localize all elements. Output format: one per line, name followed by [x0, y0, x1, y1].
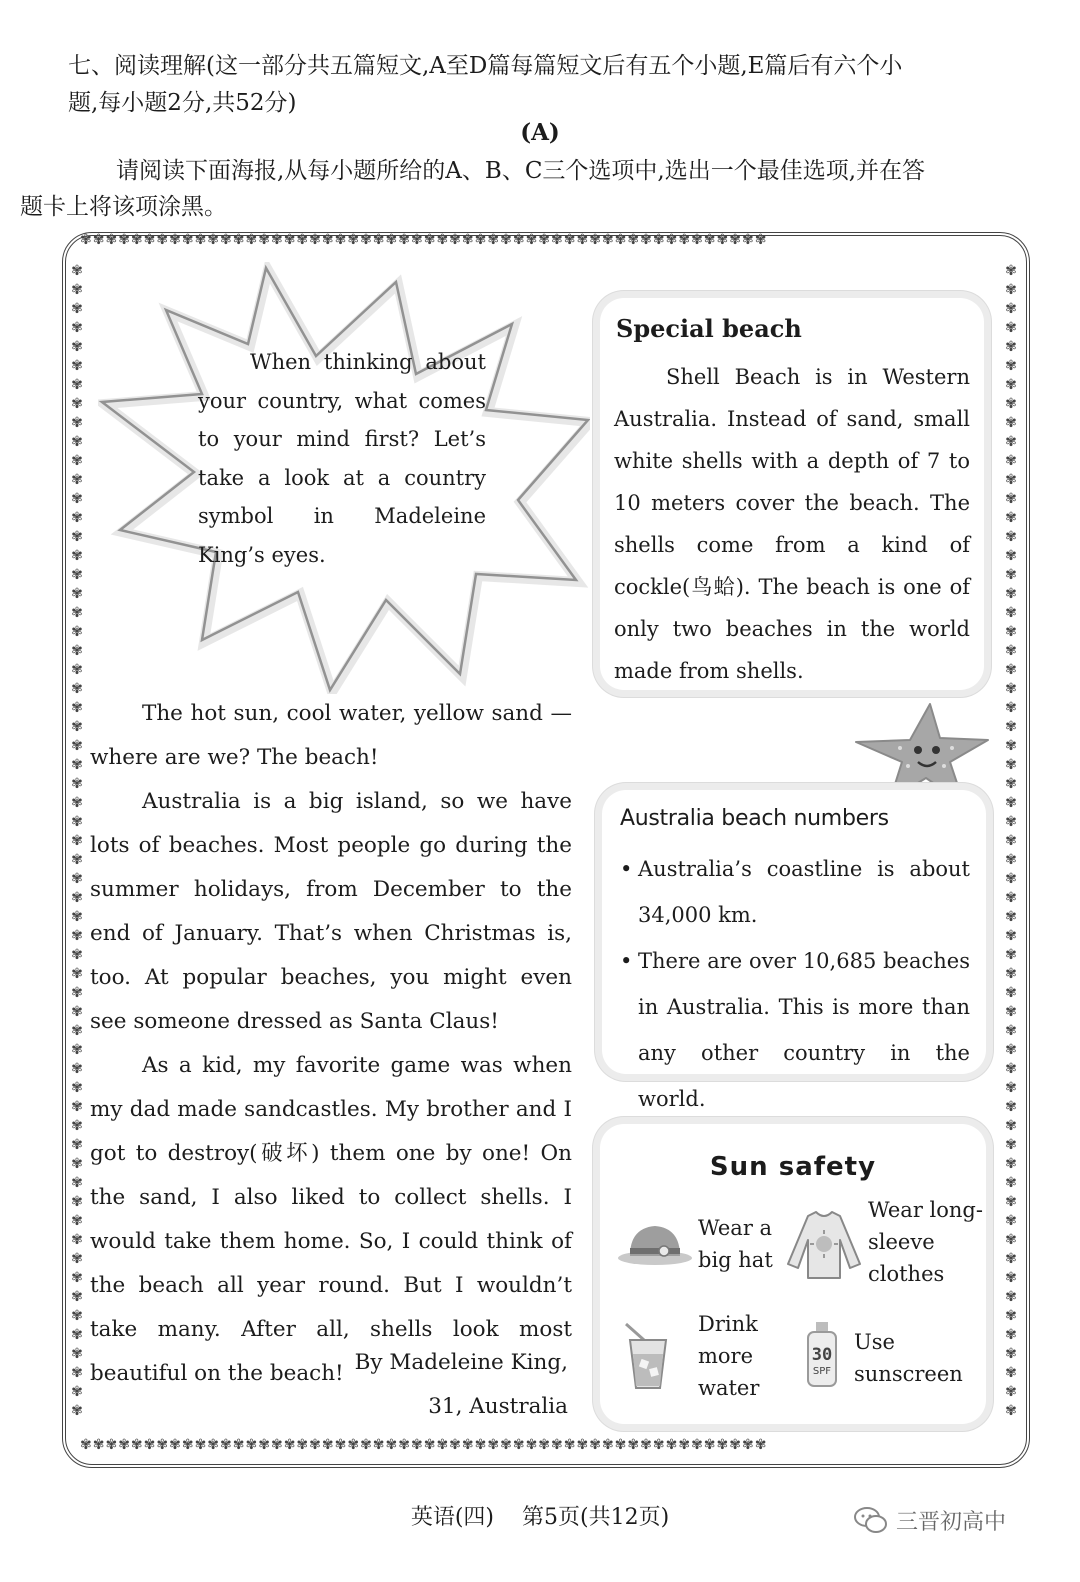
instruction-line-2: 题卡上将该项涂黑。 — [20, 194, 227, 220]
list-item-text: There are over 10,685 beaches in Australia. This is more than any other country in the world. — [638, 949, 970, 1111]
list-item — [620, 846, 970, 938]
star-bubble-paragraph: When thinking about your country, what comes to your mind first? Let’s take a look at a country symbol in Madeleine King’s eyes. — [198, 350, 486, 567]
signature-info: 31, Australia — [428, 1394, 568, 1419]
list-item — [620, 938, 970, 1122]
article — [90, 692, 572, 1396]
star-bubble-text — [198, 343, 486, 574]
tip-sunscreen-text: Use sunscreen — [854, 1330, 963, 1386]
bullet-icon: • — [620, 949, 633, 973]
instruction-line-1: 请阅读下面海报,从每小题所给的A、B、C三个选项中,选出一个最佳选项,并在答 — [116, 158, 926, 184]
beach-numbers-card — [602, 790, 986, 1111]
tip-sleeve-text: Wear long-sleeve clothes — [868, 1198, 983, 1286]
wechat-icon — [854, 1506, 888, 1534]
article-paragraph-3: As a kid, my favorite game was when my dad made sandcastles. My brother and I got to destroy(破坏) them one by one! On the sand, I also liked to collect shells. I would take them home. So, I could think of the beach all year round. But I wouldn’t take many. After all, shells look most beautiful on the beach! — [90, 1053, 572, 1386]
special-beach-text: Shell Beach is in Western Australia. Instead of sand, small white shells with a depth of 7 to 10 meters cover the beach. The shells come from a kind of cockle(鸟蛤). The beach is one of only two beaches in the world made from shells. — [614, 365, 970, 683]
long-sleeve-shirt-icon — [786, 1210, 862, 1280]
special-beach-body — [614, 356, 970, 692]
bullet-icon: • — [620, 857, 633, 881]
special-beach-title: Special beach — [616, 314, 802, 343]
border-bottom-ornament: ✾✾✾✾✾✾✾✾✾✾✾✾✾✾✾✾✾✾✾✾✾✾✾✾✾✾✾✾✾✾✾✾✾✾✾✾✾✾✾✾✾✾✾✾✾✾✾✾✾✾✾✾✾✾ — [80, 1437, 768, 1453]
special-beach-card — [600, 298, 984, 690]
header-line-2: 题,每小题2分,共52分) — [68, 90, 297, 116]
hat-icon — [616, 1220, 694, 1270]
header-line-1: 七、阅读理解(这一部分共五篇短文,A至D篇每篇短文后有五个小题,E篇后有六个小 — [68, 53, 903, 79]
sun-safety-card — [600, 1124, 986, 1424]
section-label: (A) — [520, 119, 560, 146]
footer-subject: 英语(四) — [410, 1505, 494, 1530]
article-paragraph-1: The hot sun, cool water, yellow sand — where are we? The beach! — [90, 701, 572, 770]
sun-safety-title: Sun safety — [709, 1152, 877, 1182]
tip-hat-text: Wear a big hat — [698, 1216, 773, 1272]
border-left-ornament: ✾✾✾✾✾✾✾✾✾✾✾✾✾✾✾✾✾✾✾✾✾✾✾✾✾✾✾✾✾✾✾✾✾✾✾✾✾✾✾✾✾✾✾✾✾✾✾✾✾✾✾✾✾✾✾✾✾✾✾✾✾ — [71, 263, 83, 1419]
border-top-ornament: ✾✾✾✾✾✾✾✾✾✾✾✾✾✾✾✾✾✾✾✾✾✾✾✾✾✾✾✾✾✾✾✾✾✾✾✾✾✾✾✾✾✾✾✾✾✾✾✾✾✾✾✾✾✾ — [80, 232, 768, 248]
tip-water-text: Drink more water — [698, 1312, 760, 1400]
list-item-text: Australia’s coastline is about 34,000 km. — [638, 857, 970, 927]
beach-numbers-list — [620, 846, 970, 1122]
watermark-text: 三晋初高中 — [896, 1510, 1007, 1535]
footer-page-number: 第5页(共12页) — [522, 1505, 670, 1530]
beach-numbers-title: Australia beach numbers — [620, 806, 889, 831]
border-right-ornament: ✾✾✾✾✾✾✾✾✾✾✾✾✾✾✾✾✾✾✾✾✾✾✾✾✾✾✾✾✾✾✾✾✾✾✾✾✾✾✾✾✾✾✾✾✾✾✾✾✾✾✾✾✾✾✾✾✾✾✾✾✾ — [1005, 263, 1017, 1419]
article-paragraph-2: Australia is a big island, so we have lots of beaches. Most people go during the summer holidays, from December to the end of January. That’s when Christmas is, too. At popular beaches, you might even see someone dressed as Santa Claus! — [90, 789, 572, 1034]
water-glass-icon — [620, 1320, 676, 1392]
sunscreen-spf-label: SPF — [812, 1366, 832, 1377]
section-header — [68, 48, 1018, 122]
signature-name: By Madeleine King, — [354, 1350, 568, 1375]
sunscreen-spf-number: 30 — [811, 1345, 833, 1365]
instruction — [20, 153, 1018, 225]
